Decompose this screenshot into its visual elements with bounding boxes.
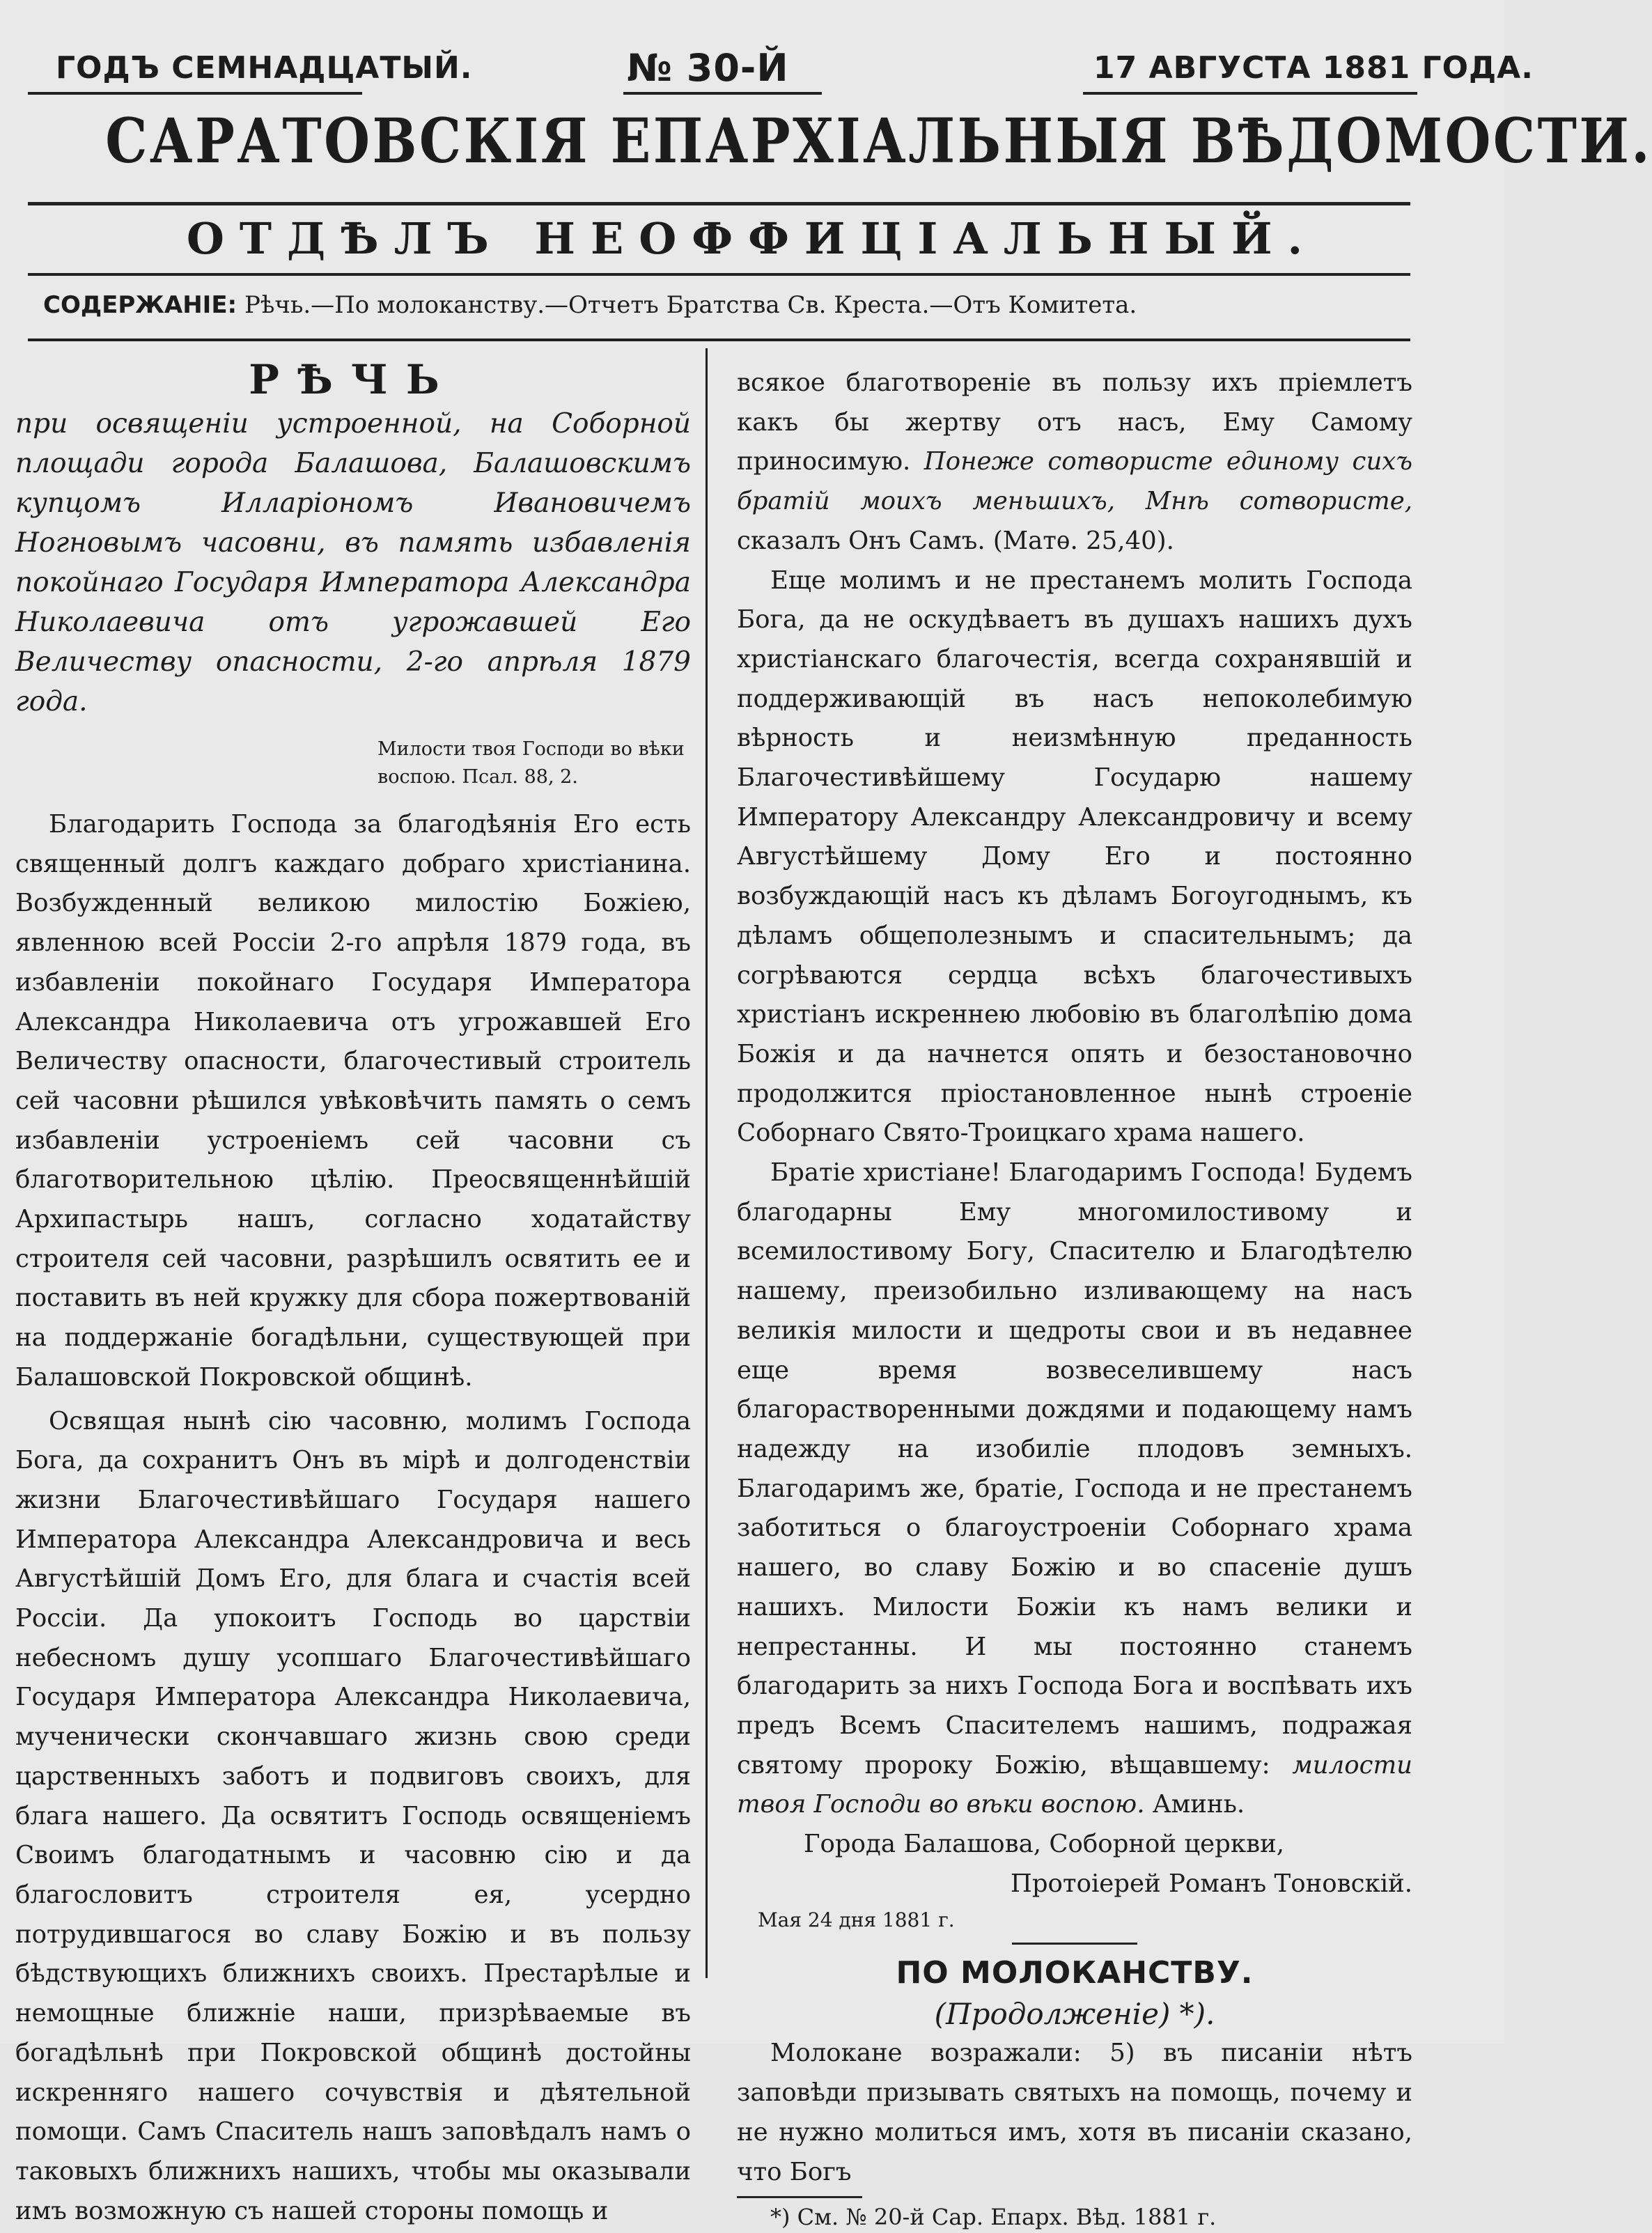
speech-subtitle: при освященіи устроенной, на Соборной площади города Балашова, Балашовскимъ купцомъ Илларіономъ Ивановичемъ Ногновымъ часовни, въ память избавленія покойнаго Государя Императора Александра Николаевича отъ угрожавшей Его Величеству опасности, 2-го апрѣля 1879 года.: [15, 408, 691, 717]
speech-epigraph: Милости твоя Господи во вѣки воспою. Псал. 88, 2.: [377, 738, 685, 788]
contents-label: СОДЕРЖАНІЕ:: [43, 291, 237, 319]
right-paragraph-3: [737, 1153, 1412, 1825]
speech-title: РѢЧЬ: [249, 356, 458, 403]
signature-author: Протоіерей Романъ Тоновскій.: [1010, 1869, 1412, 1898]
section-rule: [28, 273, 1410, 276]
right-paragraph-1: [737, 364, 1412, 561]
subsection-rule: [1012, 1943, 1137, 1945]
left-paragraph-1: Благодарить Господа за благодѣянія Его есть священный долгъ каждаго добраго христіанина. Возбужденный великою милостію Божіею, явленною всей Россіи 2-го апрѣля 1879 года, въ избавленіи покойнаго Государя Императора Александра Николаевича отъ угрожавшей Его Величеству опасности, благочестивый строитель сей часовни рѣшился увѣковѣчить память о семъ избавленіи устроеніемъ сей часовни съ благотворительною цѣлію. Преосвященнѣйшій Архипастырь нашъ, согласно ходатайству строителя сей часовни, разрѣшилъ освятить ее и поставить въ ней кружку для сбора пожертвованій на поддержаніе богадѣльни, существующей при Балашовской Покровской общинѣ.: [15, 810, 691, 1392]
contents-rule: [28, 339, 1410, 341]
issue-underline: [623, 92, 822, 95]
right-p3-text-c: Аминь.: [1144, 1790, 1245, 1819]
section-title: ОТДѢЛЪ НЕОФФИЦІАЛЬНЫЙ.: [186, 213, 1318, 264]
year-underline: [28, 92, 362, 95]
left-paragraph-2: Освящая нынѣ сію часовню, молимъ Господа Бога, да сохранитъ Онъ въ мірѣ и долгоденствіи жизни Благочестивѣйшаго Государя нашего Императора Александра Александровича и весь Августѣйшій Домъ Его, для блага и счастія всей Россіи. Да упокоитъ Господь во царствіи небесномъ душу усопшаго Благочестивѣйшаго Государя Императора Александра Николаевича, мученически скончавшаго жизнь свою среди царственныхъ заботъ и подвиговъ своихъ, для блага нашего. Да освятитъ Господь освященіемъ Своимъ благодатнымъ и часовню сію и да благословитъ строителя ея, усердно потрудившагося во славу Божію и въ пользу бѣдствующихъ ближнихъ своихъ. Престарѣлые и немощные ближніе наши, призрѣваемые въ богадѣльнѣ при Покровской общинѣ достойны искренняго нашего сочувствія и дѣятельной помощи. Самъ Спаситель нашъ заповѣдалъ намъ о таковыхъ ближнихъ нашихъ, чтобы мы оказывали имъ возможную съ нашей стороны помощь и: [15, 1406, 691, 2225]
footnote-rule: [737, 2196, 862, 2198]
right-paragraph-2: Еще молимъ и не престанемъ молить Господа Бога, да не оскудѣваетъ въ душахъ нашихъ духъ христіанскаго благочестія, всегда сохранявшій и поддерживающій въ насъ непоколебимую вѣрность и неизмѣнную преданность Благочестивѣйшему Государю нашему Императору Александру Александровичу и всему Августѣйшему Дому Его и постоянно возбуждающій насъ къ дѣламъ Богоугоднымъ, къ дѣламъ общеполезнымъ и спасительнымъ; да согрѣваются сердца всѣхъ благочестивыхъ христіанъ искреннею любовію въ благолѣпію дома Божія и да начнется опять и безостановочно продолжится пріостановленное нынѣ строеніе Соборнаго Свято-Троицкаго храма нашего.: [737, 566, 1412, 1148]
signature-place: Города Балашова, Соборной церкви,: [804, 1830, 1285, 1859]
right-p1-text-c: сказалъ Онъ Самъ. (Матѳ. 25,40).: [737, 526, 1174, 555]
right-p1-quote: Понеже сотвористе единому сихъ братій моихъ меньшихъ, Мнѣ сотвористе,: [737, 447, 1412, 516]
masthead-rule: [28, 202, 1410, 205]
footnote: *) См. № 20-й Сар. Епарх. Вѣд. 1881 г.: [770, 2204, 1217, 2231]
issue-date: 17 АВГУСТА 1881 ГОДА.: [1093, 50, 1534, 86]
masthead-title: САРАТОВСКІЯ ЕПАРХІАЛЬНЫЯ ВѢДОМОСТИ.: [105, 104, 1652, 177]
year-label: ГОДЪ СЕМНАДЦАТЫЙ.: [56, 50, 473, 86]
right-p3-text-a: Братіе христіане! Благодаримъ Господа! Будемъ благодарны Ему многомилостивому и всемилостивому Богу, Спасителю и Благодѣтелю нашему, преизобильно изливающему на насъ великія милости и щедроты свои и въ недавнее еще время возвеселившему насъ благорастворенными дождями и подающему намъ надежду на изобиліе плодовъ земныхъ. Благодаримъ же, братіе, Господа и не престанемъ заботиться о благоустроеніи Соборнаго храма нашего, во славу Божію и во спасеніе душъ нашихъ. Милости Божіи къ намъ велики и непрестанны. И мы постоянно станемъ благодарить за нихъ Господа Бога и воспѣвать ихъ предъ Всемъ Спасителемъ нашимъ, подражая святому пророку Божію, вѣщавшему:: [737, 1158, 1412, 1780]
contents-text: Рѣчь.—По молоканству.—Отчетъ Братства Св. Креста.—Отъ Комитета.: [244, 291, 1137, 319]
left-column: [15, 355, 691, 2225]
right-p3-quote: милости твоя Господи во вѣки воспою.: [737, 1750, 1412, 1819]
column-divider: [706, 348, 708, 1978]
issue-number: № 30-Й: [627, 46, 789, 90]
molokan-subheading: (Продолженіе) *).: [934, 1997, 1215, 2032]
right-p1-text-a: всякое благотвореніе въ пользу ихъ пріемлетъ какъ бы жертву отъ насъ, Ему Самому приносимую.: [737, 368, 1412, 476]
date-underline: [1083, 92, 1417, 95]
speech-date: Мая 24 дня 1881 г.: [758, 1908, 955, 1932]
molokan-heading: ПО МОЛОКАНСТВУ.: [896, 1955, 1254, 1991]
molokan-paragraph: Молокане возражали: 5) въ писаніи нѣтъ заповѣди призывать святыхъ на помощь, почему и не нужно молиться имъ, хотя въ писаніи сказано, что Богъ: [737, 2039, 1412, 2186]
right-column: [737, 364, 1412, 2231]
contents-line: [43, 291, 1137, 319]
